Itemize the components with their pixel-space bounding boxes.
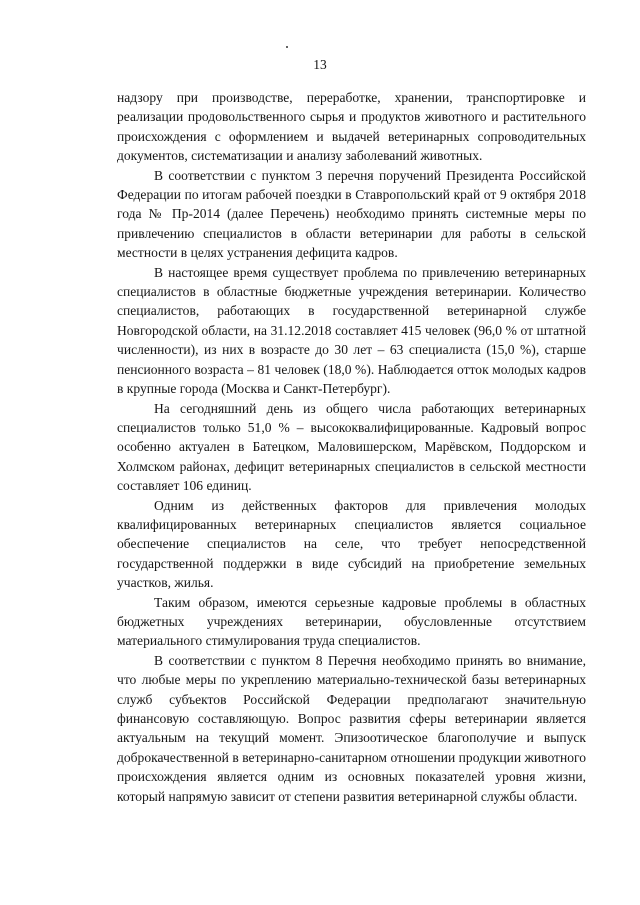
paragraph-material-base: В соответствии с пунктом 8 Перечня необходимо принять во внимание, что любые меры по укреплению материально-технической базы ветеринарных служб субъектов Российской Федерации предполагают значительную финансовую составляющую. Вопрос развития сферы ветеринарии является актуальным на текущий момент. Эпизоотическое благополучие и выпуск доброкачественной в ветеринарно-санитарном отношении продукции животного происхождения является одним из основных показателей уровня жизни, который напрямую зависит от степени развития ветеринарной службы области.	[117, 652, 586, 804]
paragraph-presidential-order: В соответствии с пунктом 3 перечня поручений Президента Российской Федерации по итогам рабочей поездки в Ставропольский край от 9 октября 2018 года № Пр-2014 (далее Перечень) необходимо принять системные меры по привлечению специалистов в области ветеринарии для работы в сельской местности в целях устранения дефицита кадров.	[117, 167, 586, 261]
document-body	[117, 88, 586, 806]
scan-speck	[286, 46, 288, 48]
paragraph-social-support: Одним из действенных факторов для привлечения молодых квалифицированных ветеринарных специалистов является социальное обеспечение специалистов на селе, что требует непосредственной государственной поддержки в виде субсидий на приобретение земельных участков, жилья.	[117, 497, 586, 591]
paragraph-conclusion: Таким образом, имеются серьезные кадровые проблемы в областных бюджетных учреждениях ветеринарии, обусловленные отсутствием материального стимулирования труда специалистов.	[117, 594, 586, 649]
paragraph-continuation: надзору при производстве, переработке, хранении, транспортировке и реализации продовольственного сырья и продуктов животного и растительного происхождения с оформлением и выдачей ветеринарных сопроводительных документов, систематизации и анализу заболеваний животных.	[117, 90, 586, 164]
page-number: 13	[313, 57, 327, 72]
paragraph-qualification: На сегодняшний день из общего числа работающих ветеринарных специалистов только 51,0 % – высококвалифицированные. Кадровый вопрос особенно актуален в Батецком, Маловишерском, Марёвском, Поддорском и Холмском районах, дефицит ветеринарных специалистов в сельской местности составляет 106 единиц.	[117, 400, 586, 494]
paragraph-staffing-problem: В настоящее время существует проблема по привлечению ветеринарных специалистов в областные бюджетные учреждения ветеринарии. Количество специалистов, работающих в государственной ветеринарной службе Новгородской области, на 31.12.2018 составляет 415 человек (96,0 % от штатной численности), из них в возрасте до 30 лет – 63 специалиста (15,0 %), старше пенсионного возраста – 81 человек (18,0 %). Наблюдается отток молодых кадров в крупные города (Москва и Санкт-Петербург).	[117, 264, 586, 397]
